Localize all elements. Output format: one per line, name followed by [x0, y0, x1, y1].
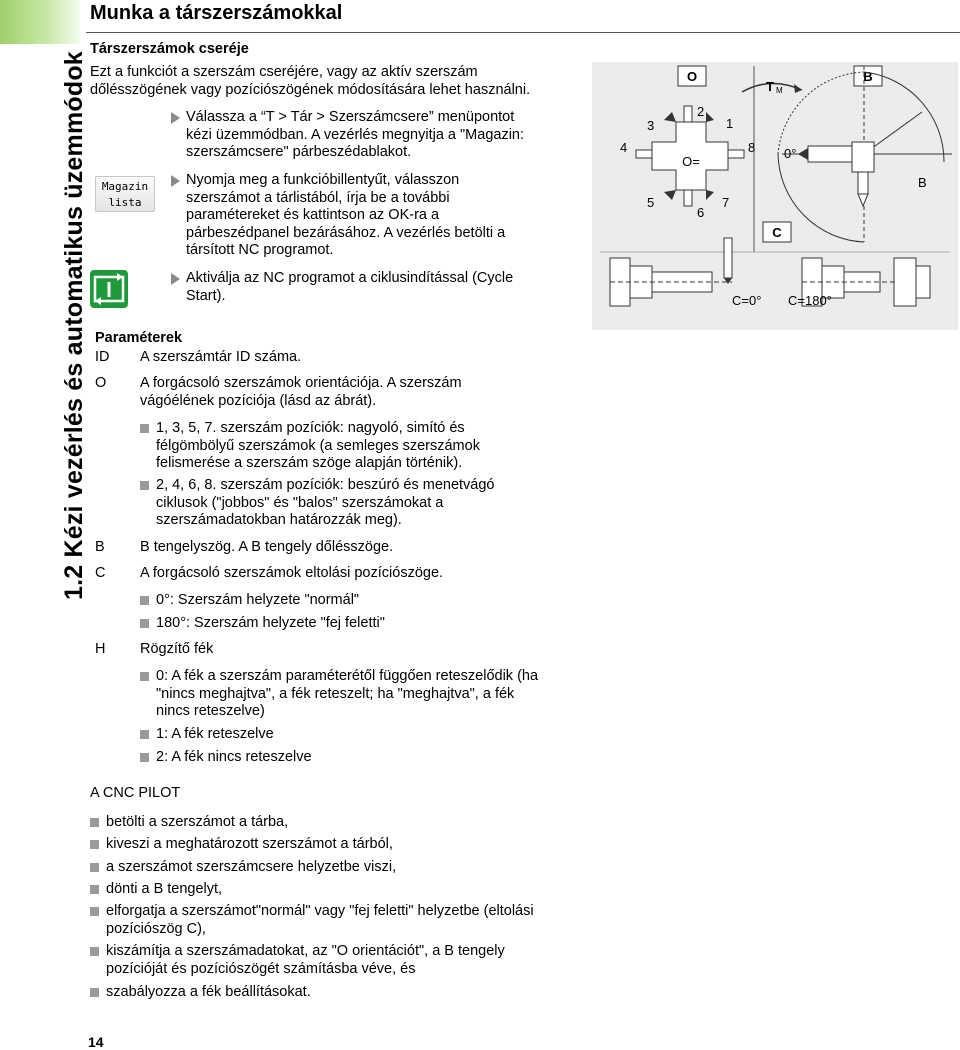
param-val-c — [140, 565, 560, 583]
step-3-line: Aktiválja az NC programot a ciklusindítással (Cycle — [186, 270, 514, 286]
pilot-item-1 — [90, 814, 288, 832]
bullet-line: ciklusok ("jobbos" és "balos" szerszámokat a — [156, 494, 444, 511]
param-key-h: H — [95, 641, 106, 657]
fig-c0: C=0° — [732, 293, 762, 308]
pilot-heading: A CNC PILOT — [90, 785, 181, 801]
step-2-line: párbeszédpanel bezárásához. A vezérlés betölti a — [186, 224, 506, 241]
magazin-lista-softkey[interactable] — [95, 176, 155, 212]
bullet-c-1 — [140, 592, 359, 610]
bullet-h-3 — [140, 749, 312, 767]
fig-pos-2: 2 — [697, 104, 705, 119]
bullet-line: 1, 3, 5, 7. szerszám pozíciók: nagyoló, simító és — [156, 420, 465, 436]
bullet-line: "nincs meghajtva", a fék reteszelt; ha "meghajtva", a fék — [156, 685, 515, 702]
bullet-line: 0: A fék a szerszám paraméterétől függően reteszelődik (ha — [156, 668, 539, 684]
bullet-square-icon — [90, 907, 99, 916]
bullet-h-1 — [140, 668, 538, 721]
tool-orientation-figure — [592, 62, 958, 330]
step-2-line: szerszámot a tárlistából, írja be a további — [186, 189, 450, 206]
intro-line-1: Ezt a funkciót a szerszám cseréjére, vagy az aktív szerszám — [90, 64, 478, 80]
fig-pos-1: 1 — [726, 116, 734, 131]
fig-center-label: O= — [682, 154, 700, 169]
param-line: B tengelyszög. A B tengely dőlésszöge. — [140, 539, 394, 555]
param-key-b: B — [95, 539, 105, 555]
param-key-c: C — [95, 565, 106, 581]
bullet-square-icon — [90, 840, 99, 849]
param-line: A szerszámtár ID száma. — [140, 349, 302, 365]
params-heading: Paraméterek — [95, 330, 183, 346]
chapter-title: 1.2 Kézi vezérlés és automatikus üzemmódok — [60, 51, 88, 600]
intro-line-2: dőlésszögének vagy pozíciószögének módosítására lehet használni. — [90, 82, 531, 98]
bullet-square-icon — [140, 596, 149, 605]
param-val-b — [140, 539, 560, 557]
step-arrow-icon — [171, 273, 180, 285]
fig-pos-8: 8 — [748, 140, 756, 155]
bullet-line: betölti a szerszámot a tárba, — [106, 814, 289, 830]
bullet-line: 0°: Szerszám helyzete "normál" — [156, 592, 360, 608]
bullet-line: szerszámadatokban határozzák meg). — [156, 512, 402, 529]
bullet-o-1 — [140, 420, 480, 473]
bullet-line: 2: A fék nincs reteszelve — [156, 749, 312, 765]
fig-pos-5: 5 — [647, 195, 655, 210]
bullet-square-icon — [140, 481, 149, 490]
bullet-line: dönti a B tengelyt, — [106, 881, 223, 897]
param-key-o: O — [95, 375, 107, 391]
step-arrow-icon — [171, 112, 180, 124]
param-line: A forgácsoló szerszámok orientációja. A szerszám — [140, 375, 462, 391]
fig-pos-6: 6 — [697, 205, 705, 220]
fig-pos-7: 7 — [722, 195, 730, 210]
header-divider — [86, 32, 960, 33]
step-3-line: Start). — [186, 287, 226, 304]
bullet-line: felismerése a szerszám szöge alapján történik). — [156, 455, 463, 472]
chapter-tab — [0, 0, 80, 44]
param-line: vágóélének pozíciója (lásd az ábrát). — [140, 392, 377, 409]
param-key-id: ID — [95, 349, 110, 365]
fig-angle-b: B — [918, 175, 927, 190]
section-heading: Társzerszámok cseréje — [90, 41, 249, 57]
bullet-line: kiszámítja a szerszámadatokat, az "O orientációt", a B tengely — [106, 943, 505, 959]
bullet-line: 1: A fék reteszelve — [156, 726, 274, 742]
bullet-square-icon — [90, 885, 99, 894]
param-val-id — [140, 349, 560, 367]
bullet-line: a szerszámot szerszámcsere helyzetbe viszi, — [106, 859, 397, 875]
page-title: Munka a társzerszámokkal — [90, 2, 343, 24]
bullet-line: pozícióját és pozíciószögét számításba véve, és — [106, 960, 416, 977]
fig-label-b-box: B — [863, 69, 873, 84]
fig-label-tm-sub: M — [776, 86, 783, 95]
bullet-square-icon — [90, 947, 99, 956]
softkey-label-2: lista — [108, 196, 142, 209]
step-arrow-icon — [171, 175, 180, 187]
page-number: 14 — [88, 1034, 104, 1050]
fig-label-o: O — [686, 69, 698, 84]
bullet-line: félgömbölyű szerszámok (a semleges szerszámok — [156, 437, 480, 454]
step-1-line: kézi üzemmódban. A vezérlés megnyitja a "Magazin: — [186, 126, 525, 143]
step-1 — [186, 109, 576, 162]
step-3 — [186, 270, 576, 305]
step-2-line: Nyomja meg a funkcióbillentyűt, válasszon — [186, 172, 460, 188]
bullet-square-icon — [90, 863, 99, 872]
bullet-h-2 — [140, 726, 274, 744]
step-1-line: Válassza a “T > Tár > Szerszámcsere” menüpontot — [186, 109, 515, 125]
bullet-line: 180°: Szerszám helyzete "fej feletti" — [156, 615, 385, 631]
bullet-line: elforgatja a szerszámot"normál" vagy "fej feletti" helyzetbe (eltolási — [106, 903, 534, 919]
softkey-label-1: Magazin — [101, 180, 149, 193]
fig-pos-3: 3 — [647, 118, 655, 133]
bullet-square-icon — [90, 818, 99, 827]
fig-label-tm: T — [766, 79, 774, 94]
step-2-line: paramétereket és kattintson az OK-ra a — [186, 207, 440, 224]
pilot-item-4 — [90, 881, 222, 899]
fig-label-c-box: C — [772, 225, 782, 240]
bullet-square-icon — [140, 753, 149, 762]
bullet-line: szabályozza a fék beállításokat. — [106, 984, 311, 1000]
bullet-square-icon — [140, 672, 149, 681]
bullet-o-2 — [140, 477, 495, 530]
bullet-line: pozíciószög C), — [106, 920, 206, 937]
bullet-square-icon — [90, 988, 99, 997]
pilot-item-7 — [90, 984, 311, 1002]
step-2-line: társított NC programot. — [186, 242, 334, 259]
pilot-item-6 — [90, 943, 505, 978]
bullet-line: 2, 4, 6, 8. szerszám pozíciók: beszúró és menetvágó — [156, 477, 495, 493]
bullet-line: kiveszi a meghatározott szerszámot a tárból, — [106, 836, 393, 852]
pilot-item-3 — [90, 859, 396, 877]
pilot-item-2 — [90, 836, 393, 854]
bullet-line: nincs reteszelve) — [156, 703, 265, 720]
param-val-h — [140, 641, 560, 659]
step-2 — [186, 172, 576, 260]
bullet-square-icon — [140, 619, 149, 628]
bullet-c-2 — [140, 615, 385, 633]
param-line: A forgácsoló szerszámok eltolási pozíciószöge. — [140, 565, 444, 581]
param-line: Rögzítő fék — [140, 641, 214, 657]
param-val-o — [140, 375, 560, 410]
bullet-square-icon — [140, 424, 149, 433]
fig-pos-4: 4 — [620, 140, 628, 155]
bullet-square-icon — [140, 730, 149, 739]
cycle-start-icon[interactable] — [90, 270, 128, 308]
step-1-line: szerszámcsere" párbeszédablakot. — [186, 144, 412, 161]
pilot-item-5 — [90, 903, 534, 938]
fig-c180: C=180° — [788, 293, 832, 308]
fig-angle-0: 0° — [784, 146, 797, 161]
